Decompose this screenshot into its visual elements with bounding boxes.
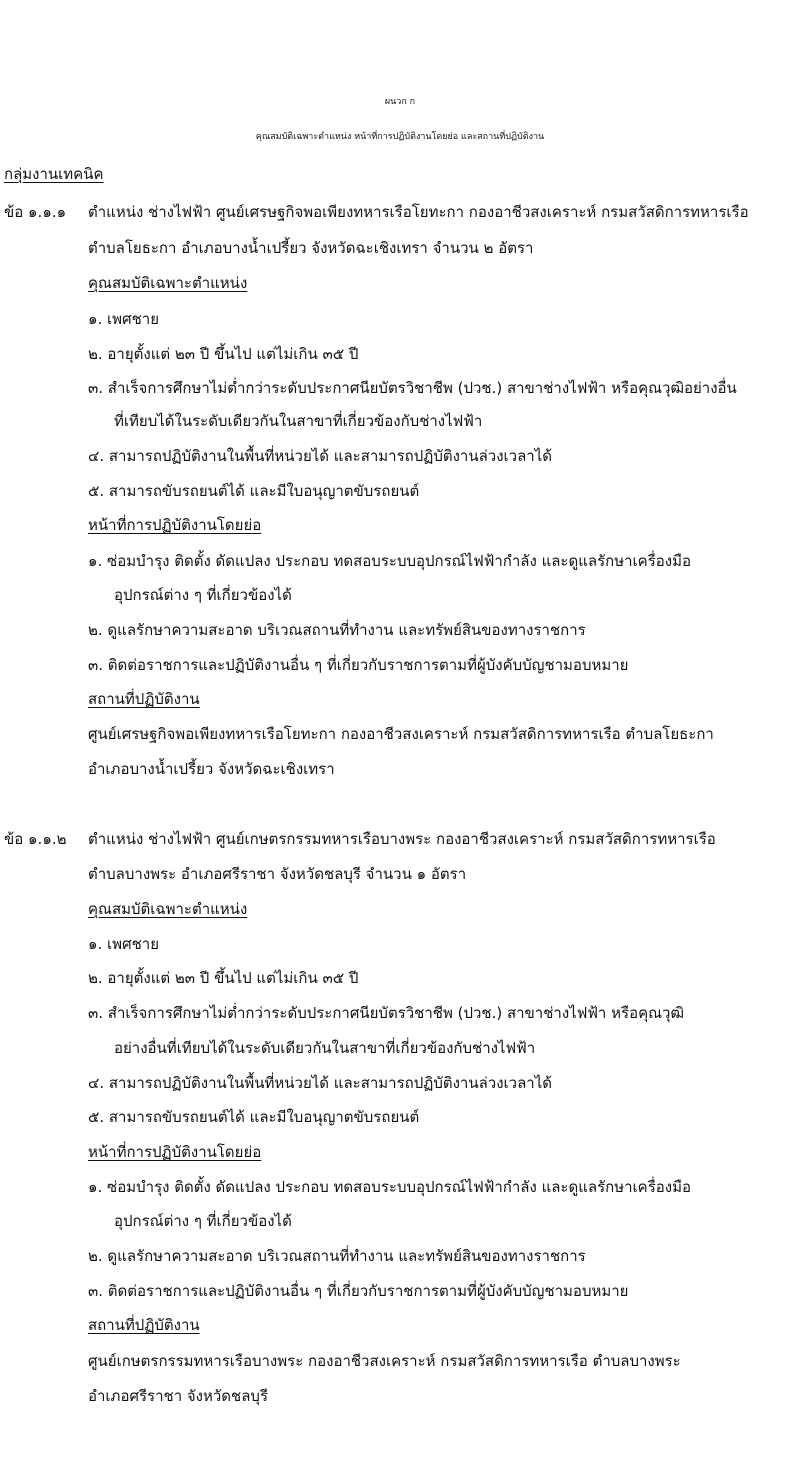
qualification-heading: คุณสมบัติเฉพาะตำแหน่ง bbox=[88, 900, 248, 918]
qualification-item: ๒. อายุตั้งแต่ ๒๓ ปี ขึ้นไป แต่ไม่เกิน ๓๕ ปี bbox=[88, 969, 359, 987]
document-subtitle: คุณสมบัติเฉพาะตำแหน่ง หน้าที่การปฏิบัติงานโดยย่อ และสถานที่ปฏิบัติงาน bbox=[255, 132, 545, 142]
qualification-item: ๑. เพศชาย bbox=[88, 935, 159, 953]
section-title-line: ตำแหน่ง ช่างไฟฟ้า ศูนย์เศรษฐกิจพอเพียงทหารเรือโยทะกา กองอาชีวสงเคราะห์ กรมสวัสดิการทหารเรือ bbox=[88, 203, 749, 221]
qualification-item: ๓. สำเร็จการศึกษาไม่ต่ำกว่าระดับประกาศนียบัตรวิชาชีพ (ปวช.) สาขาช่างไฟฟ้า หรือคุณวุฒิ bbox=[88, 1004, 685, 1022]
qualification-item-continued: อย่างอื่นที่เทียบได้ในระดับเดียวกันในสาขาที่เกี่ยวข้องกับช่างไฟฟ้า bbox=[114, 1039, 536, 1057]
qualification-item: ๔. สามารถปฏิบัติงานในพื้นที่หน่วยได้ และสามารถปฏิบัติงานล่วงเวลาได้ bbox=[88, 447, 552, 465]
section-title-line: ตำบลโยธะกา อำเภอบางน้ำเปรี้ยว จังหวัดฉะเชิงเทรา จำนวน ๒ อัตรา bbox=[88, 239, 534, 257]
duty-item: ๓. ติดต่อราชการและปฏิบัติงานอื่น ๆ ที่เกี่ยวกับราชการตามที่ผู้บังคับบัญชามอบหมาย bbox=[88, 656, 629, 674]
workplace-line: ศูนย์เกษตรกรรมทหารเรือบางพระ กองอาชีวสงเคราะห์ กรมสวัสดิการทหารเรือ ตำบลบางพระ bbox=[88, 1352, 681, 1370]
duty-item: ๒. ดูแลรักษาความสะอาด บริเวณสถานที่ทำงาน และทรัพย์สินของทางราชการ bbox=[88, 621, 586, 639]
annex-title: ผนวก ก bbox=[384, 97, 416, 107]
duties-heading: หน้าที่การปฏิบัติงานโดยย่อ bbox=[88, 1143, 262, 1161]
section-label: ข้อ ๑.๑.๑ bbox=[4, 203, 67, 221]
qualification-item: ๑. เพศชาย bbox=[88, 310, 159, 328]
duty-item: ๑. ซ่อมบำรุง ติดตั้ง ดัดแปลง ประกอบ ทดสอบระบบอุปกรณ์ไฟฟ้ากำลัง และดูแลรักษาเครื่องมือ bbox=[88, 552, 691, 570]
workplace-line: อำเภอบางน้ำเปรี้ยว จังหวัดฉะเชิงเทรา bbox=[88, 760, 335, 778]
section-title-line: ตำบลบางพระ อำเภอศรีราชา จังหวัดชลบุรี จำนวน ๑ อัตรา bbox=[88, 865, 467, 883]
qualification-item: ๕. สามารถขับรถยนต์ได้ และมีใบอนุญาตขับรถยนต์ bbox=[88, 482, 420, 500]
duty-item-continued: อุปกรณ์ต่าง ๆ ที่เกี่ยวข้องได้ bbox=[114, 586, 292, 604]
duty-item: ๒. ดูแลรักษาความสะอาด บริเวณสถานที่ทำงาน และทรัพย์สินของทางราชการ bbox=[88, 1247, 586, 1265]
duty-item: ๓. ติดต่อราชการและปฏิบัติงานอื่น ๆ ที่เกี่ยวกับราชการตามที่ผู้บังคับบัญชามอบหมาย bbox=[88, 1282, 629, 1300]
qualification-item: ๕. สามารถขับรถยนต์ได้ และมีใบอนุญาตขับรถยนต์ bbox=[88, 1108, 420, 1126]
duties-heading: หน้าที่การปฏิบัติงานโดยย่อ bbox=[88, 516, 262, 534]
qualification-item-continued: ที่เทียบได้ในระดับเดียวกันในสาขาที่เกี่ยวข้องกับช่างไฟฟ้า bbox=[114, 412, 483, 430]
workplace-heading: สถานที่ปฏิบัติงาน bbox=[88, 690, 200, 708]
workplace-line: ศูนย์เศรษฐกิจพอเพียงทหารเรือโยทะกา กองอาชีวสงเคราะห์ กรมสวัสดิการทหารเรือ ตำบลโยธะกา bbox=[88, 725, 714, 743]
qualification-item: ๒. อายุตั้งแต่ ๒๓ ปี ขึ้นไป แต่ไม่เกิน ๓๕ ปี bbox=[88, 345, 359, 363]
qualification-heading: คุณสมบัติเฉพาะตำแหน่ง bbox=[88, 274, 248, 292]
duty-item-continued: อุปกรณ์ต่าง ๆ ที่เกี่ยวข้องได้ bbox=[114, 1212, 292, 1230]
group-heading: กลุ่มงานเทคนิค bbox=[4, 165, 104, 183]
qualification-item: ๔. สามารถปฏิบัติงานในพื้นที่หน่วยได้ และสามารถปฏิบัติงานล่วงเวลาได้ bbox=[88, 1074, 552, 1092]
qualification-item: ๓. สำเร็จการศึกษาไม่ต่ำกว่าระดับประกาศนียบัตรวิชาชีพ (ปวช.) สาขาช่างไฟฟ้า หรือคุณวุฒิอย่างอื่น bbox=[88, 379, 737, 397]
duty-item: ๑. ซ่อมบำรุง ติดตั้ง ดัดแปลง ประกอบ ทดสอบระบบอุปกรณ์ไฟฟ้ากำลัง และดูแลรักษาเครื่องมือ bbox=[88, 1178, 691, 1196]
section-title-line: ตำแหน่ง ช่างไฟฟ้า ศูนย์เกษตรกรรมทหารเรือบางพระ กองอาชีวสงเคราะห์ กรมสวัสดิการทหารเรือ bbox=[88, 830, 716, 848]
workplace-line: อำเภอศรีราชา จังหวัดชลบุรี bbox=[88, 1387, 268, 1405]
workplace-heading: สถานที่ปฏิบัติงาน bbox=[88, 1316, 200, 1334]
section-label: ข้อ ๑.๑.๒ bbox=[4, 830, 67, 848]
